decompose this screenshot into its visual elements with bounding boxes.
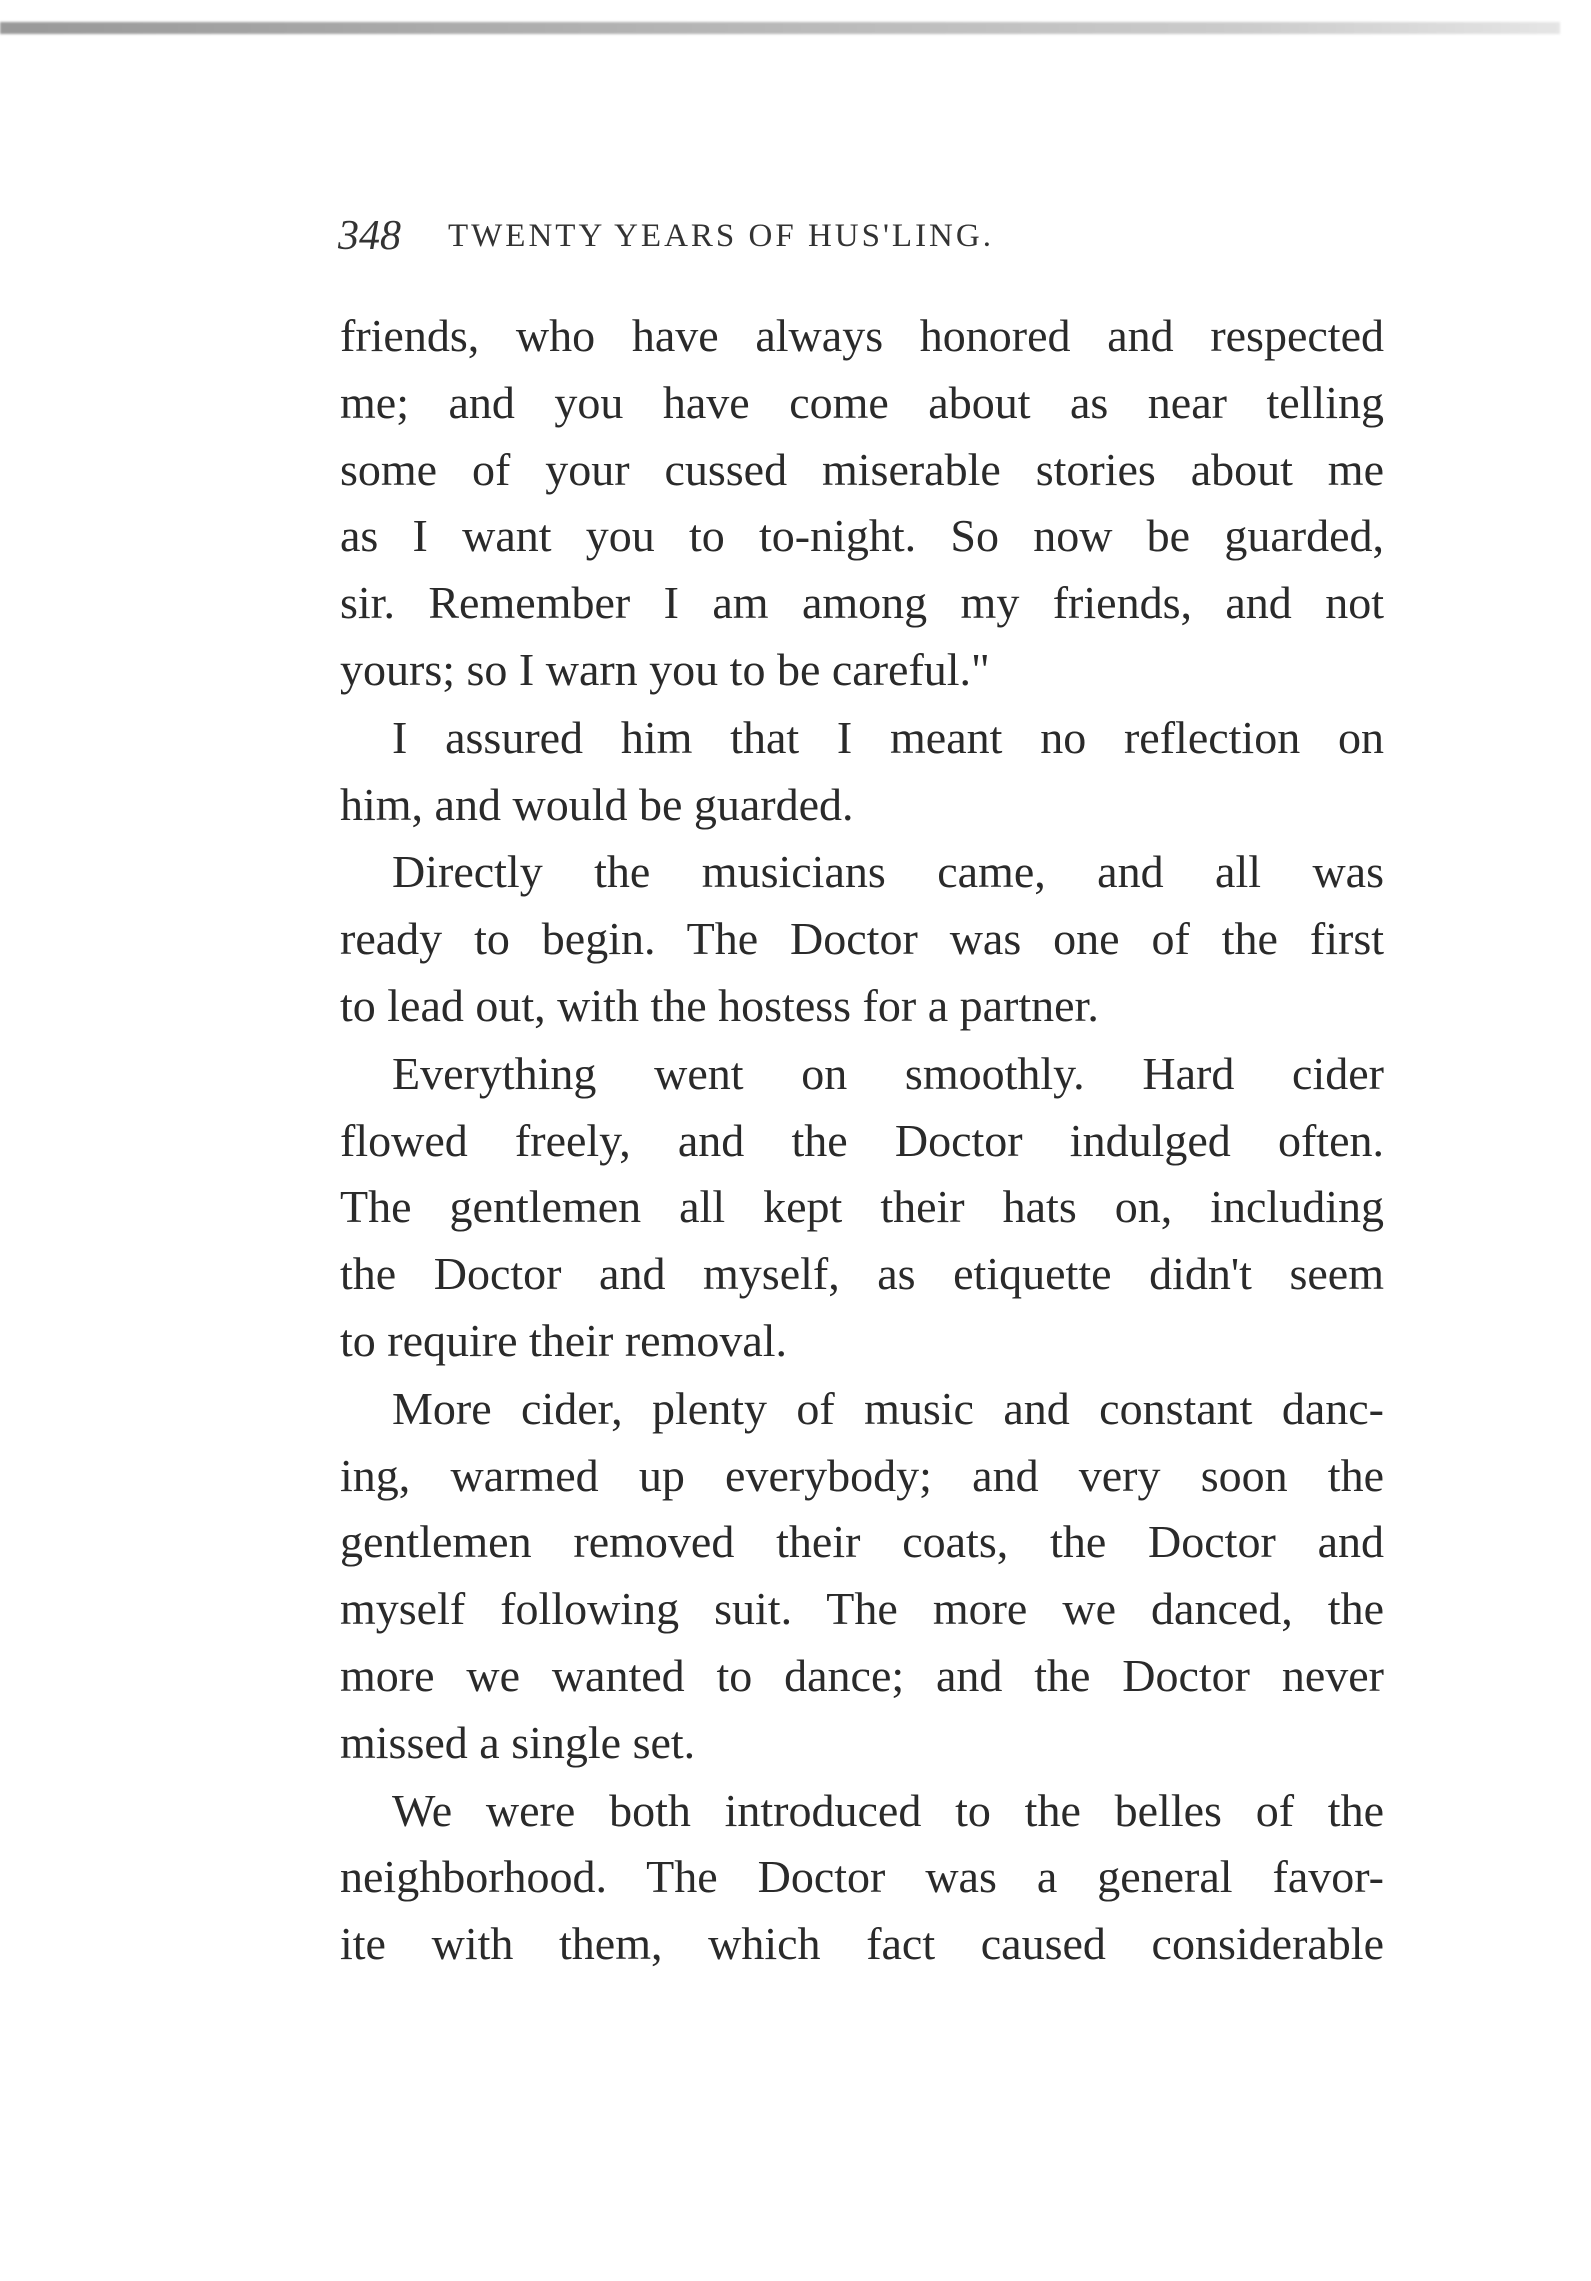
text-line: We were both introduced to the belles of the: [392, 1784, 1384, 1836]
text-line: him, and would be guarded.: [340, 778, 854, 830]
text-line: to lead out, with the hostess for a partner.: [340, 979, 1099, 1031]
text-line: Everything went on smoothly. Hard cider: [392, 1047, 1384, 1099]
scan-edge-shadow: [0, 22, 1560, 34]
text-line: Directly the musicians came, and all was: [392, 846, 1384, 898]
text-line: More cider, plenty of music and constant danc-: [392, 1382, 1384, 1434]
running-title: TWENTY YEARS OF HUS'LING.: [448, 218, 994, 254]
text-line: ite with them, which fact caused considerable: [340, 1918, 1384, 1970]
text-line: to require their removal.: [340, 1314, 788, 1366]
text-line: flowed freely, and the Doctor indulged often.: [340, 1114, 1384, 1166]
text-line: friends, who have always honored and respected: [340, 310, 1384, 361]
text-line: missed a single set.: [340, 1716, 696, 1768]
page-number: 348: [338, 213, 401, 259]
text-line: myself following suit. The more we danced, the: [340, 1583, 1384, 1635]
page-header: [338, 212, 1388, 268]
body-text: [340, 303, 1384, 1978]
text-line: as I want you to to-night. So now be guarded,: [340, 510, 1384, 562]
text-line: yours; so I warn you to be careful.": [340, 643, 990, 695]
text-line: The gentlemen all kept their hats on, including: [340, 1181, 1384, 1233]
text-line: ing, warmed up everybody; and very soon the: [340, 1449, 1384, 1501]
text-line: me; and you have come about as near telling: [340, 376, 1384, 428]
text-line: neighborhood. The Doctor was a general favor-: [340, 1851, 1384, 1903]
text-line: sir. Remember I am among my friends, and not: [340, 577, 1384, 629]
text-line: gentlemen removed their coats, the Doctor and: [340, 1516, 1384, 1568]
text-line: the Doctor and myself, as etiquette didn't seem: [340, 1248, 1384, 1300]
text-line: ready to begin. The Doctor was one of the first: [340, 913, 1384, 965]
text-line: some of your cussed miserable stories about me: [340, 443, 1384, 495]
text-line: I assured him that I meant no reflection on: [392, 711, 1384, 763]
text-line: more we wanted to dance; and the Doctor never: [340, 1649, 1384, 1701]
